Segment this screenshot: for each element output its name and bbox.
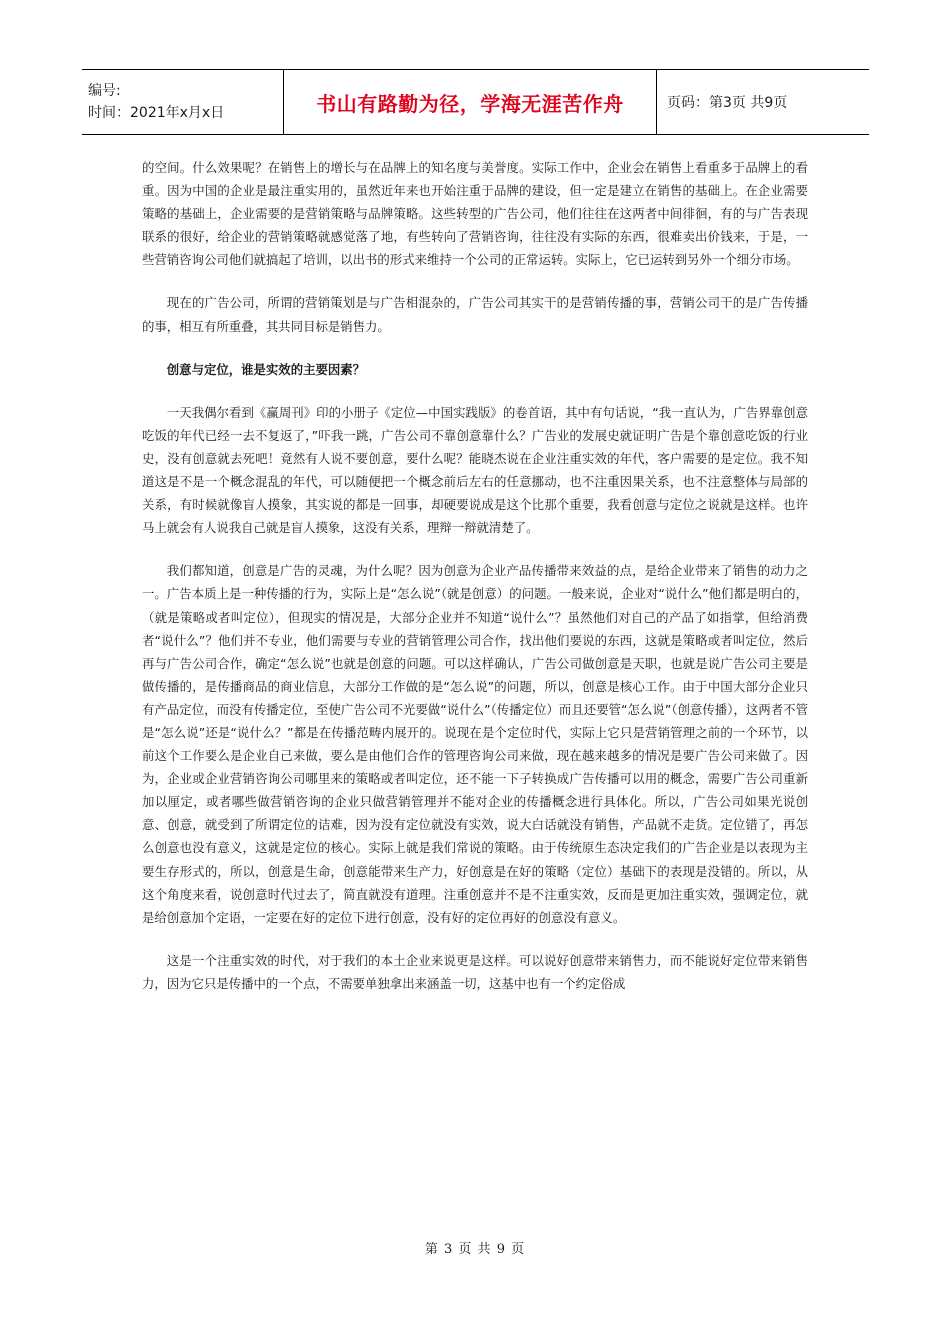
header-motto-cell: [284, 70, 657, 134]
document-date-label: 时间：2021年x月x日: [88, 105, 225, 121]
paragraph-3: 一天我偶尔看到《赢周刊》印的小册子《定位—中国实践版》的卷首语，其中有句话说，“我一直认为，广告界靠创意吃饭的年代已经一去不复返了，”吓我一跳，广告公司不靠创意靠什么？广告业的发展史就证明广告是个靠创意吃饭的行业史，没有创意就去死吧！竟然有人说不要创意，要什么呢？能晓杰说在企业注重实效的年代，客户需要的是定位。我不知道这是不是一个概念混乱的年代，可以随便把一个概念前后左右的任意挪动，也不注重因果关系，也不注意整体与局部的关系，有时候就像盲人摸象，其实说的都是一回事，却硬要说成是这个比那个重要，我看创意与定位之说就是这样。也许马上就会有人说我自己就是盲人摸象，这没有关系，理辩一辩就清楚了。: [142, 404, 808, 536]
header-meta-cell: [82, 70, 284, 134]
paragraph-2: 现在的广告公司，所谓的营销策划是与广告相混杂的，广告公司其实干的是营销传播的事，营销公司干的是广告传播的事，相互有所重叠，其共同目标是销售力。: [142, 295, 808, 334]
section-heading: 创意与定位，谁是实效的主要因素？: [166, 361, 366, 377]
paragraph-5: 这是一个注重实效的时代，对于我们的本土企业来说更是这样。可以说好创意带来销售力，而不能说好定位带来销售力，因为它只是传播中的一个点，不需要单独拿出来涵盖一切，这基中也有一个约定俗成: [142, 952, 808, 991]
header-page-number: 页码：第3页 共9页: [667, 95, 788, 111]
document-number-label: 编号:: [88, 83, 121, 99]
header-motto: 书山有路勤为径，学海无涯苦作舟: [316, 91, 624, 116]
header-table: [82, 69, 869, 135]
document-body: [142, 156, 808, 995]
header-page-cell: [657, 70, 869, 134]
page-footer: 第 3 页 共 9 页: [424, 1242, 526, 1257]
paragraph-1: 的空间。什么效果呢？在销售上的增长与在品牌上的知名度与美誉度。实际工作中，企业会在销售上看重多于品牌上的看重。因为中国的企业是最注重实用的，虽然近年来也开始注重于品牌的建设，但一定是建立在销售的基础上。在企业需要策略的基础上，企业需要的是营销策略与品牌策略。这些转型的广告公司，他们往往在这两者中间徘徊，有的与广告表现联系的很好，给企业的营销策略就感觉落了地，有些转向了营销咨询，往往没有实际的东西，很难卖出价钱来，于是，一些营销咨询公司他们就搞起了培训，以出书的形式来维持一个公司的正常运转。实际上，它已运转到另外一个细分市场。: [142, 160, 808, 268]
paragraph-4: 我们都知道，创意是广告的灵魂，为什么呢？因为创意为企业产品传播带来效益的点，是给企业带来了销售的动力之一。广告本质上是一种传播的行为，实际上是“怎么说”（就是创意）的问题。一般来说，企业对“说什么”他们都是明白的，（就是策略或者叫定位），但现实的情况是，大部分企业并不知道“说什么”？虽然他们对自己的产品了如指掌，但给消费者“说什么”？他们并不专业，他们需要与专业的营销管理公司合作，找出他们要说的东西，这就是策略或者叫定位，然后再与广告公司合作，确定“怎么说”也就是创意的问题。可以这样确认，广告公司做创意是天职，也就是说广告公司主要是做传播的，是传播商品的商业信息，大部分工作做的是“怎么说”的问题，所以，创意是核心工作。由于中国大部分企业只有产品定位，而没有传播定位，至使广告公司不光要做“说什么”（传播定位）而且还要管“怎么说”（创意传播），这两者不管是“怎么说”还是“说什么？”都是在传播范畴内展开的。说现在是个定位时代，实际上它只是营销管理之前的一个环节，以前这个工作要么是企业自己来做，要么是由他们合作的管理咨询公司来做，现在越来越多的情况是要广告公司来做了。因为，企业或企业营销咨询公司哪里来的策略或者叫定位，还不能一下子转换成广告传播可以用的概念，需要广告公司重新加以厘定，或者哪些做营销咨询的企业只做营销管理并不能对企业的传播概念进行具体化。所以，广告公司如果光说创意、创意，就受到了所谓定位的诘难，因为没有定位就没有实效，说大白话就没有销售，产品就不走货。定位错了，再怎么创意也没有意义，这就是定位的核心。实际上就是我们常说的策略。由于传统原生态决定我们的广告企业是以表现为主要生存形式的，所以，创意是生命，创意能带来生产力，好创意是在好的策略（定位）基础下的表现是没错的。所以，从这个角度来看，说创意时代过去了，简直就没有道理。注重创意并不是不注重实效，反而是更加注重实效，强调定位，就是给创意加个定语，一定要在好的定位下进行创意，没有好的定位再好的创意没有意义。: [142, 563, 808, 925]
